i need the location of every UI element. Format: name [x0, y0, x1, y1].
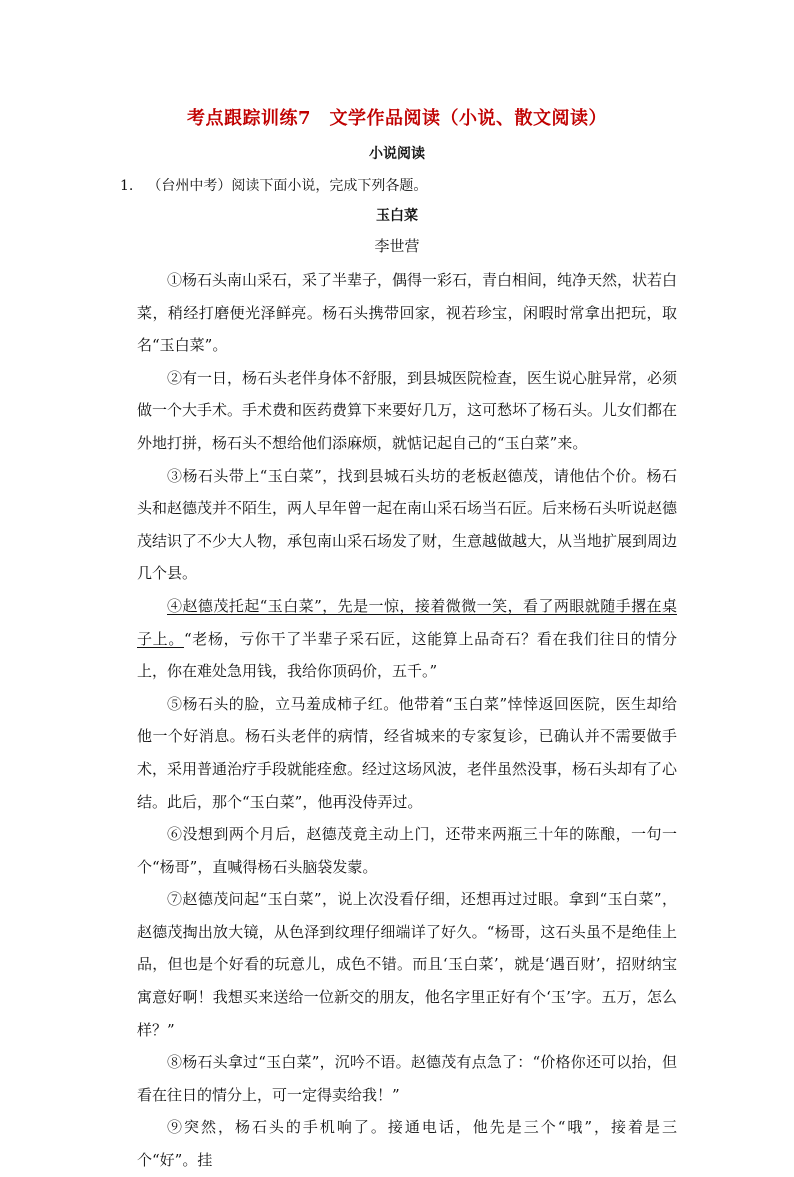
story-body [137, 264, 677, 1177]
paragraph-1: ①杨石头南山采石，采了半辈子，偶得一彩石，青白相间，纯净天然，状若白菜，稍经打磨便光泽鲜亮。杨石头携带回家，视若珍宝，闲暇时常拿出把玩，取名“玉白菜”。 [137, 271, 678, 355]
paragraph-7: ⑦赵德茂问起“玉白菜”，说上次没看仔细，还想再过过眼。拿到“玉白菜”，赵德茂掏出放大镜，从色泽到纹理仔细端详了好久。“杨哥，这石头虽不是绝佳上品，但也是个好看的玩意儿，成色不错。而且‘玉白菜’，就是‘遇百财’，招财纳宝寓意好啊！我想买来送给一位新交的朋友，他名字里正好有个‘玉’字。五万，怎么样？” [137, 890, 677, 1039]
question-number: 1. [120, 178, 134, 194]
paragraph-9: ⑨突然，杨石头的手机响了。接通电话，他先是三个“哦”，接着是三个“好”。挂 [137, 1118, 677, 1170]
paragraph-4 [137, 590, 677, 688]
page-title: 考点跟踪训练7 文学作品阅读（小说、散文阅读） [186, 108, 608, 129]
paragraph-2: ②有一日，杨石头老伴身体不舒服，到县城医院检查，医生说心脏异常，必须做一个大手术。手术费和医药费算下来要好几万，这可愁坏了杨石头。儿女们都在外地打拼，杨石头不想给他们添麻烦，就惦记起自己的“玉白菜”来。 [137, 368, 678, 452]
question-text: （台州中考）阅读下面小说，完成下列各题。 [147, 178, 428, 194]
paragraph-4-quote: “老杨，亏你干了半辈子采石匠，这能算上品奇石？看在我们往日的情分上，你在难处急用钱，我给你顶码价，五千。” [137, 629, 677, 681]
question-prompt [120, 175, 427, 195]
paragraph-5: ⑤杨石头的脸，立马羞成柿子红。他带着“玉白菜”悻悻返回医院，医生却给他一个好消息。杨石头老伴的病情，经省城来的专家复诊，已确认并不需要做手术，采用普通治疗手段就能痊愈。经过这场风波，老伴虽然没事，杨石头却有了心结。此后，那个“玉白菜”，他再没侍弄过。 [137, 694, 678, 811]
paragraph-3: ③杨石头带上“玉白菜”，找到县城石头坊的老板赵德茂，请他估个价。杨石头和赵德茂并不陌生，两人早年曾一起在南山采石场当石匠。后来杨石头听说赵德茂结识了不少大人物，承包南山采石场发了财，生意越做越大，从当地扩展到周边几个县。 [137, 466, 678, 583]
section-heading: 小说阅读 [369, 146, 425, 162]
story-title: 玉白菜 [376, 208, 418, 224]
underlined-sentence: ④赵德茂托起“玉白菜”，先是一惊，接着微微一笑，看了两眼就随手撂在桌子上。 [137, 596, 677, 648]
paragraph-6: ⑥没想到两个月后，赵德茂竟主动上门，还带来两瓶三十年的陈酿，一句一个“杨哥”，直喊得杨石头脑袋发蒙。 [137, 825, 677, 876]
story-author: 李世营 [374, 237, 420, 255]
paragraph-8: ⑧杨石头拿过“玉白菜”，沉吟不语。赵德茂有点急了：“价格你还可以抬，但看在往日的情分上，可一定得卖给我！” [137, 1053, 677, 1104]
